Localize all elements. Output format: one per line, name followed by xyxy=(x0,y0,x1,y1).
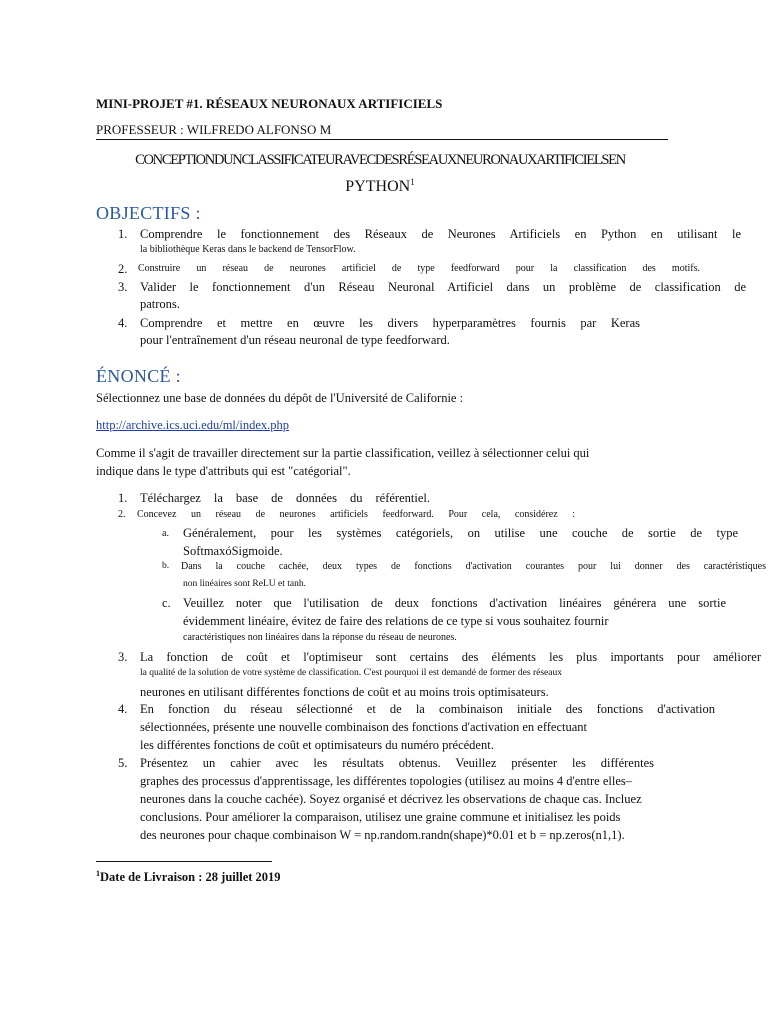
delivery-date: Date de Livraison : 28 juillet 2019 xyxy=(100,870,281,884)
enonce-item-1-number: 1. xyxy=(118,491,128,505)
enonce-item-3-line2: la qualité de la solution de votre système de classification. C'est pourquoi il est demandé de former des réseaux xyxy=(140,668,562,678)
uci-repository-link[interactable]: http://archive.ics.uci.edu/ml/index.php xyxy=(96,418,290,432)
objectif-4-line1: Comprendre et mettre en œuvre les divers hyperparamètres fournis par Keras xyxy=(140,316,640,330)
objectif-3-number: 3. xyxy=(118,280,128,294)
enonce-intro: Sélectionnez une base de données du dépôt de l'Université de Californie : xyxy=(96,391,464,405)
enonce-item-3-number: 3. xyxy=(118,650,128,664)
enonce-item-4-line1: En fonction du réseau sélectionné et de la combinaison initiale des fonctions d'activation xyxy=(140,702,715,716)
subitem-c-letter: c. xyxy=(162,596,171,610)
objectif-2-number: 2. xyxy=(118,262,128,276)
enonce-item-1-line1: Téléchargez la base de données du référentiel. xyxy=(140,491,430,505)
subitem-a-line2: SoftmaxóSigmoide. xyxy=(183,544,283,558)
enonce-heading: ÉNONCÉ : xyxy=(96,366,181,386)
professor-line: PROFESSEUR : WILFREDO ALFONSO M xyxy=(96,122,332,137)
header-rule xyxy=(96,139,668,140)
enonce-item-3-line3: neurones en utilisant différentes fonctions de coût et au moins trois optimisateurs. xyxy=(140,685,549,699)
enonce-paragraph-line2: indique dans le type d'attributs qui est "catégorial". xyxy=(96,464,351,478)
subitem-c-line3: caractéristiques non linéaires dans la réponse du réseau de neurones. xyxy=(183,632,457,643)
subitem-b-line2: non linéaires sont ReLU et tanh. xyxy=(183,579,306,589)
objectif-2-line1: Construire un réseau de neurones artificiel de type feedforward pour la classification des motifs. xyxy=(138,263,700,274)
python-word: PYTHON xyxy=(345,178,411,195)
footnote xyxy=(96,869,281,885)
enonce-item-5-line2: graphes des processus d'apprentissage, les différentes topologies (utilisez au moins 4 d'entre elles– xyxy=(140,774,632,788)
enonce-item-4-line3: les différentes fonctions de coût et optimisateurs du numéro précédent. xyxy=(140,738,494,752)
enonce-item-3-line1: La fonction de coût et l'optimiseur sont certains des éléments les plus importants pour améliorer xyxy=(140,650,761,664)
subitem-a-line1: Généralement, pour les systèmes catégoriels, on utilise une couche de sortie de type xyxy=(183,526,738,540)
subitem-b-letter: b. xyxy=(162,561,170,571)
objectif-4-line2: pour l'entraînement d'un réseau neuronal de type feedforward. xyxy=(140,333,450,347)
enonce-item-5-line4: conclusions. Pour améliorer la comparaison, utilisez une graine commune et initialisez les poids xyxy=(140,810,621,824)
objectif-3-line1: Valider le fonctionnement d'un Réseau Neuronal Artificiel dans un problème de classification de xyxy=(140,280,746,294)
python-title xyxy=(60,177,700,196)
subitem-c-line2: évidemment linéaire, évitez de faire des relations de ce type si vous souhaitez fournir xyxy=(183,614,609,628)
enonce-item-4-number: 4. xyxy=(118,702,128,716)
objectifs-heading: OBJECTIFS : xyxy=(96,203,201,223)
objectif-1-line2: la bibliothèque Keras dans le backend de TensorFlow. xyxy=(140,244,356,255)
enonce-item-5-line3: neurones dans la couche cachée). Soyez organisé et décrivez les observations de chaque cas. Incluez xyxy=(140,792,642,806)
conception-title: CONCEPTIONDUNCLASSIFICATEURAVECDESRÉSEAUXNEURONAUXARTIFICIELSEN xyxy=(135,152,625,168)
document-title: MINI-PROJET #1. RÉSEAUX NEURONAUX ARTIFICIELS xyxy=(96,96,443,111)
enonce-item-5-line1: Présentez un cahier avec les résultats obtenus. Veuillez présenter les différentes xyxy=(140,756,654,770)
enonce-paragraph-line1: Comme il s'agit de travailler directement sur la partie classification, veillez à sélectionner celui qui xyxy=(96,446,590,460)
objectif-3-line2: patrons. xyxy=(140,297,180,311)
enonce-item-5-line5: des neurones pour chaque combinaison W = np.random.randn(shape)*0.01 et b = np.zeros(n1,1). xyxy=(140,828,625,842)
subitem-b-line1: Dans la couche cachée, deux types de fonctions d'activation courantes pour lui donner des caractéristiques xyxy=(181,561,766,572)
footnote-rule xyxy=(96,861,272,862)
objectif-4-number: 4. xyxy=(118,316,128,330)
enonce-item-2-line1: Concevez un réseau de neurones artificiels feedforward. Pour cela, considérez : xyxy=(137,509,575,520)
objectif-1-line1: Comprendre le fonctionnement des Réseaux de Neurones Artificiels en Python en utilisant le xyxy=(140,227,741,241)
subitem-a-letter: a. xyxy=(162,528,169,539)
enonce-item-2-number: 2. xyxy=(118,509,126,520)
enonce-item-4-line2: sélectionnées, présente une nouvelle combinaison des fonctions d'activation en effectuant xyxy=(140,720,588,734)
footnote-marker: 1 xyxy=(96,869,100,878)
objectif-1-number: 1. xyxy=(118,227,128,241)
subitem-c-line1: Veuillez noter que l'utilisation de deux fonctions d'activation linéaires générera une sortie xyxy=(183,596,726,610)
footnote-ref: 1 xyxy=(410,177,415,187)
enonce-item-5-number: 5. xyxy=(118,756,128,770)
